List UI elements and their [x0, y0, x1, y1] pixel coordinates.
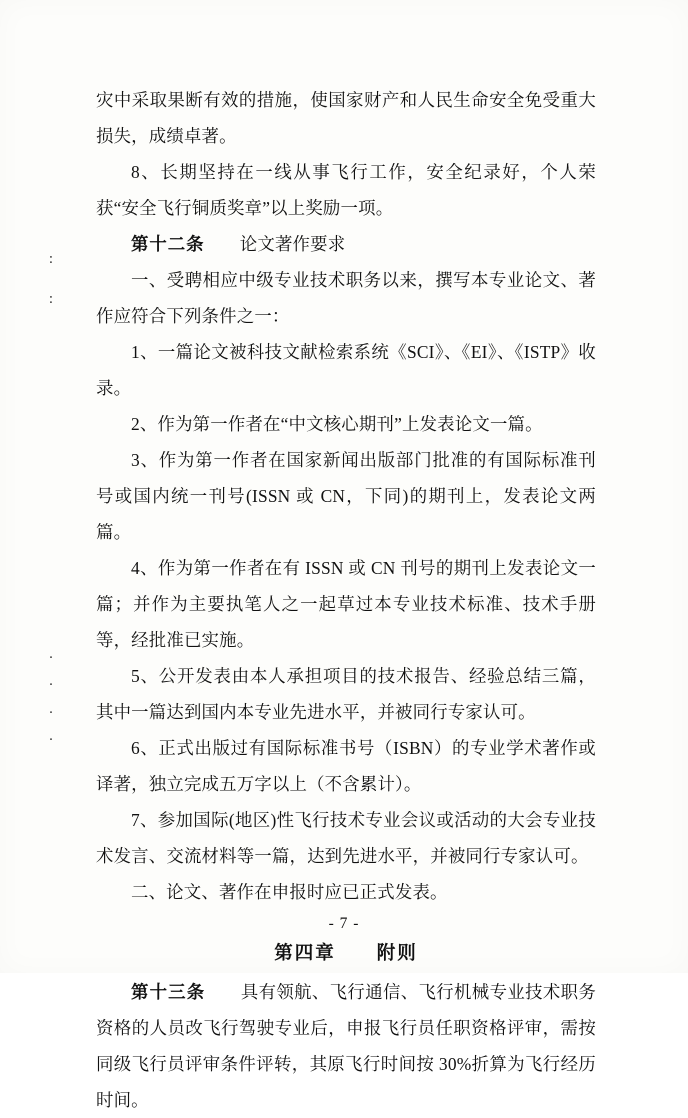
paragraph-item-8: 8、长期坚持在一线从事飞行工作，安全纪录好，个人荣获“安全飞行铜质奖章”以上奖励一项。 [96, 162, 596, 218]
article-12-title: 论文著作要求 [204, 234, 346, 254]
paragraph-item-1: 1、一篇论文被科技文献检索系统《SCI》、《EI》、《ISTP》收录。 [96, 342, 596, 398]
margin-mark-glyph: : [48, 291, 54, 307]
paragraph-item-7: 7、参加国际(地区)性飞行技术专业会议或活动的大会专业技术发言、交流材料等一篇，达到先进水平，并被同行专家认可。 [96, 810, 596, 866]
paragraph-item-5: 5、公开发表由本人承担项目的技术报告、经验总结三篇，其中一篇达到国内本专业先进水平，并被同行专家认可。 [96, 666, 596, 722]
margin-mark-6 [46, 727, 56, 746]
margin-mark-glyph: . [49, 646, 53, 662]
article-12-heading-paragraph [96, 226, 596, 262]
paragraph-item-4: 4、作为第一作者在有 ISSN 或 CN 刊号的期刊上发表论文一篇；并作为主要执笔人之一起草过本专业技术标准、技术手册等，经批准已实施。 [96, 558, 596, 650]
paragraph-continuation: 灾中采取果断有效的措施，使国家财产和人民生命安全免受重大损失，成绩卓著。 [96, 90, 596, 146]
document-body [96, 82, 596, 1118]
article-12-label: 第十二条 [131, 234, 205, 254]
page-number: - 7 - [328, 915, 360, 932]
paragraph-item-3: 3、作为第一作者在国家新闻出版部门批准的有国际标准刊号或国内统一刊号(ISSN 或 CN，下同)的期刊上，发表论文两篇。 [96, 450, 596, 542]
article-13-label: 第十三条 [131, 982, 206, 1002]
article-13-text: 具有领航、飞行通信、飞行机械专业技术职务资格的人员改飞行驾驶专业后，申报飞行员任职资格评审，需按同级飞行员评审条件评转，其原飞行时间按 30%折算为飞行经历时间。 [96, 982, 596, 1110]
paragraph-item-6: 6、正式出版过有国际标准书号（ISBN）的专业学术著作或译著，独立完成五万字以上（不含累计）。 [96, 738, 596, 794]
margin-mark-glyph: : [48, 251, 54, 267]
article-13-paragraph [96, 974, 596, 1118]
margin-mark-2 [46, 290, 56, 309]
margin-mark-4 [46, 672, 56, 691]
paragraph-section-two: 二、论文、著作在申报时应已正式发表。 [131, 882, 448, 902]
margin-mark-glyph: . [49, 728, 53, 744]
chapter-heading: 第四章 附则 [274, 944, 418, 964]
margin-mark-glyph: . [49, 673, 53, 689]
margin-mark-3 [46, 645, 56, 664]
paragraph-item-2: 2、作为第一作者在“中文核心期刊”上发表论文一篇。 [131, 414, 543, 434]
margin-mark-glyph: . [49, 701, 53, 717]
margin-mark-1 [46, 250, 56, 269]
paragraph-section-one: 一、受聘相应中级专业技术职务以来，撰写本专业论文、著作应符合下列条件之一： [96, 270, 596, 326]
margin-mark-5 [46, 700, 56, 719]
